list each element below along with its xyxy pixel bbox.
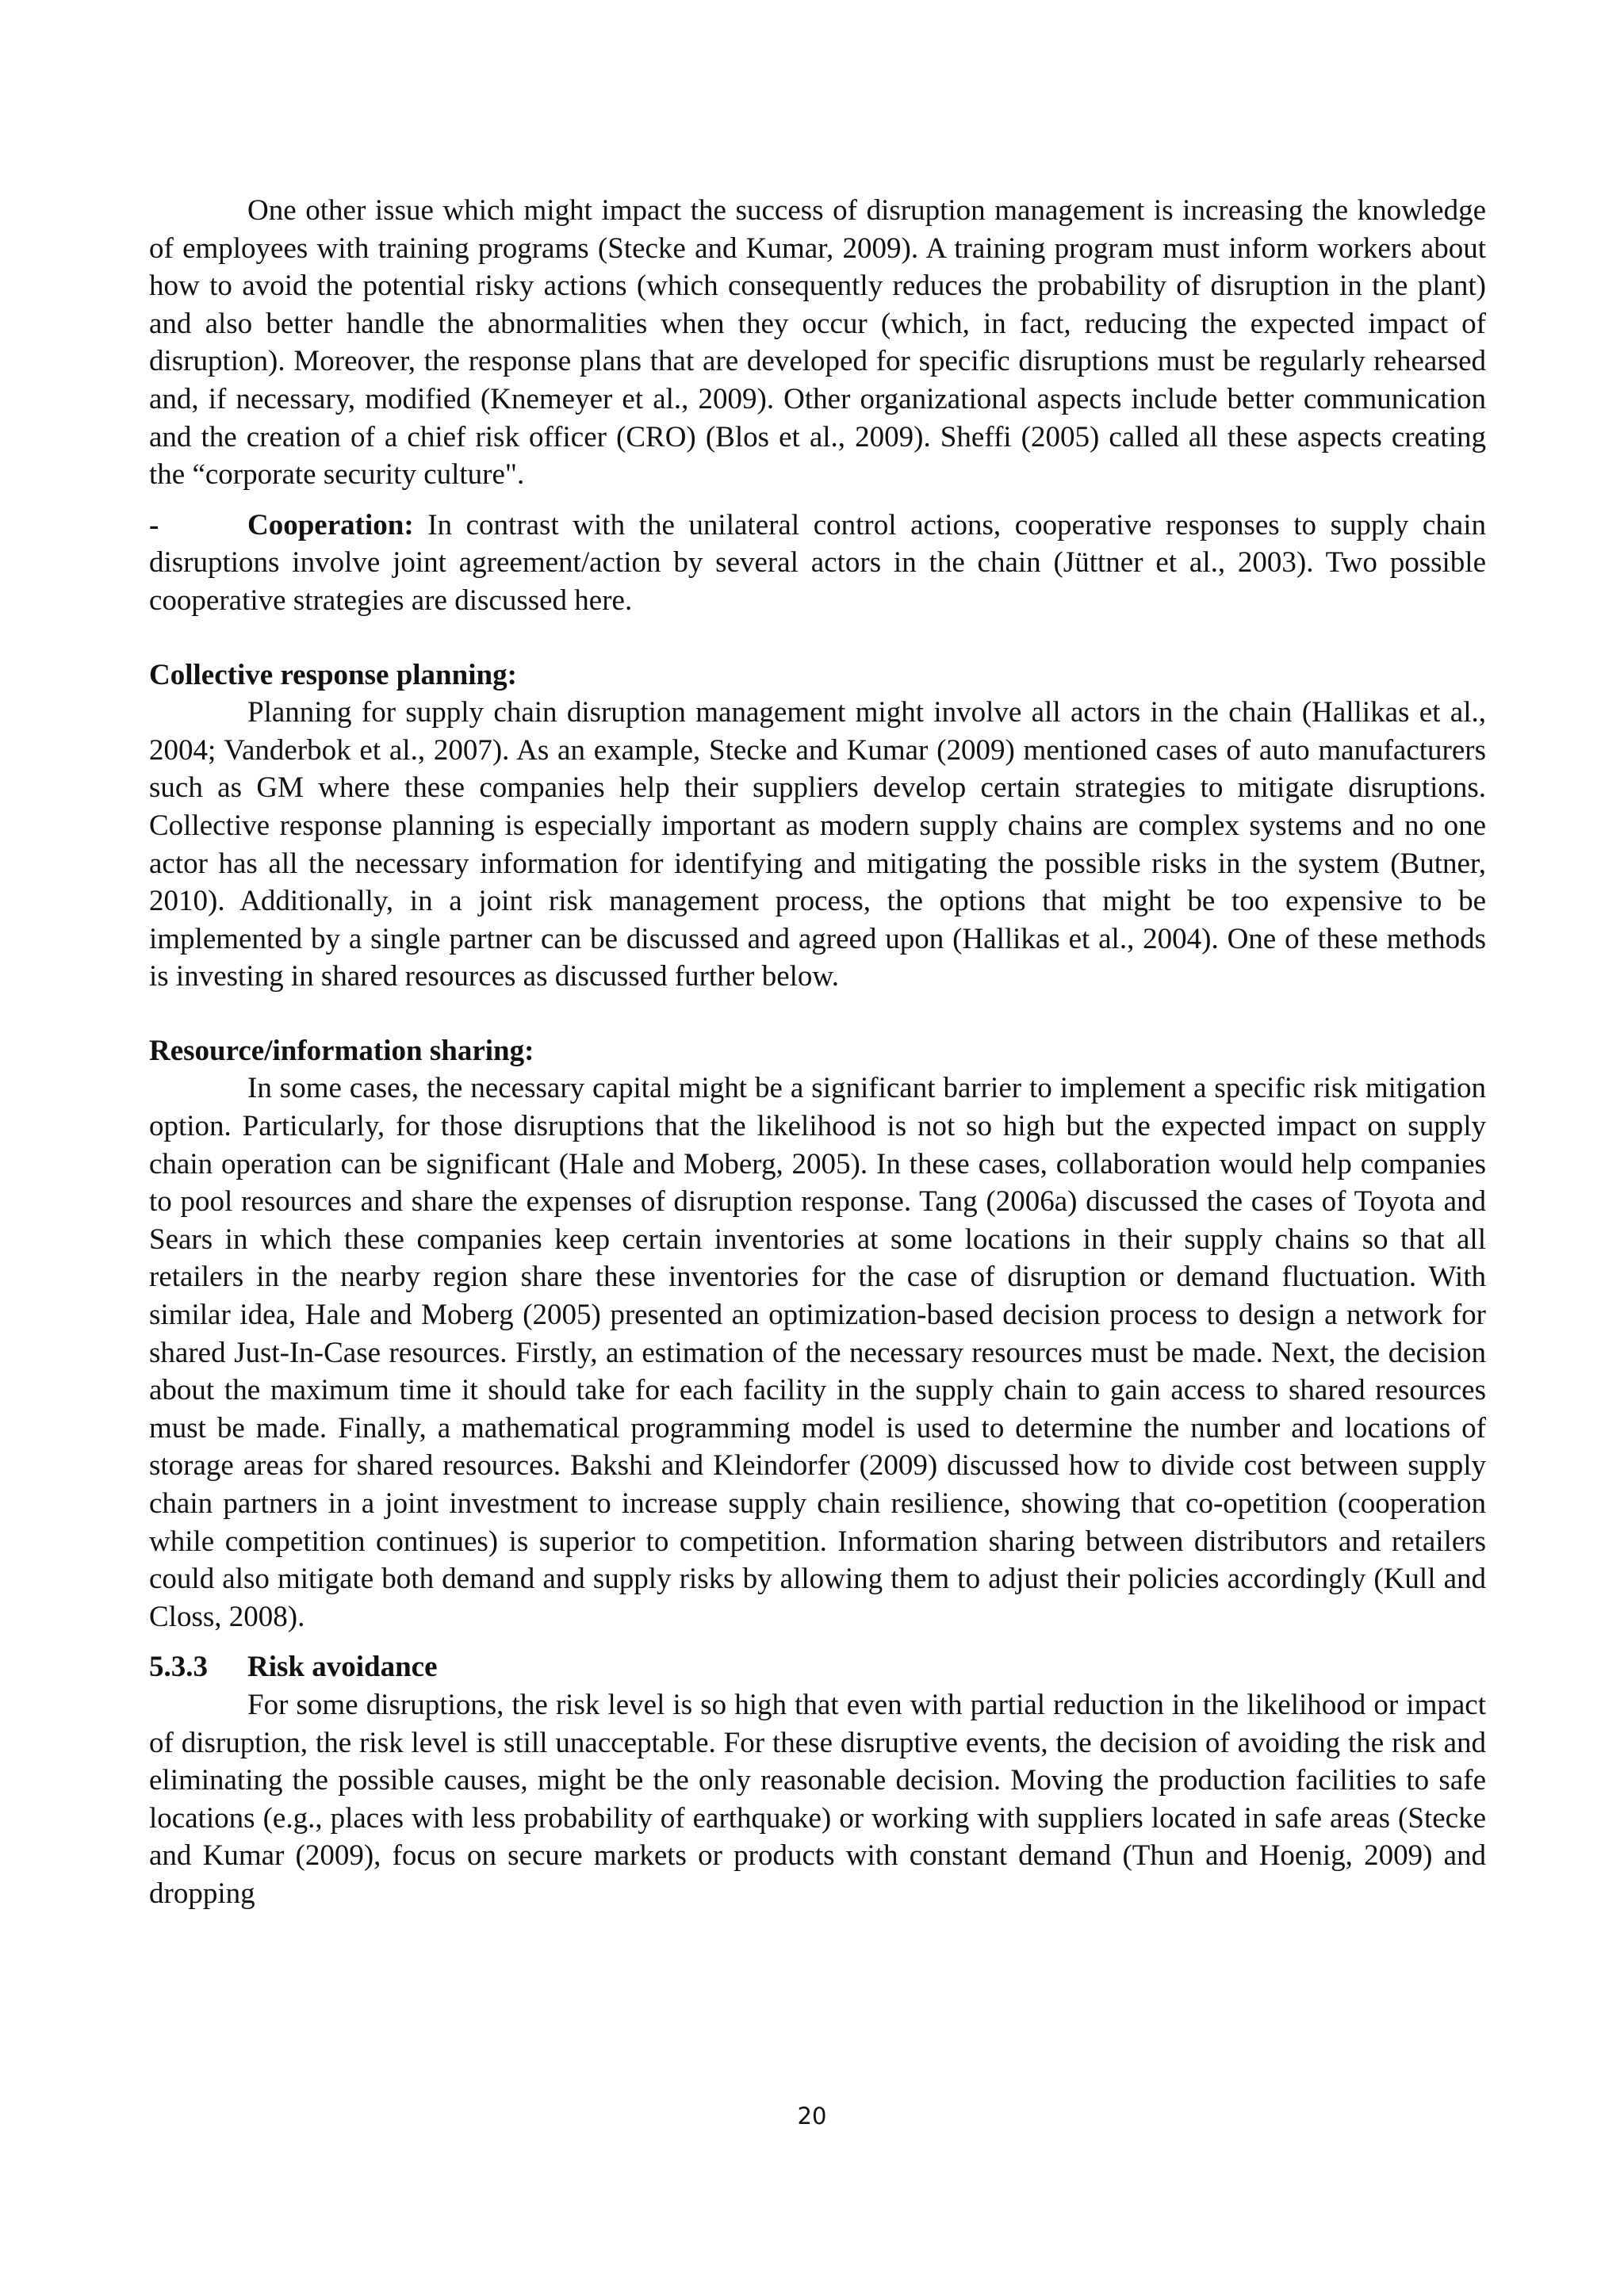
page-body bbox=[149, 192, 1486, 1913]
page-number: 20 bbox=[797, 2103, 827, 2130]
section-heading bbox=[149, 1648, 1486, 1686]
paragraph-training: One other issue which might impact the success of disruption management is increasing the knowledge of employees with training programs (Stecke and Kumar, 2009). A training program must inform workers about how to avoid the potential risky actions (which consequently reduces the probability of disruption in the plant) and also better handle the abnormalities when they occur (which, in fact, reducing the expected impact of disruption). Moreover, the response plans that are developed for specific disruptions must be regularly rehearsed and, if necessary, modified (Knemeyer et al., 2009). Other organizational aspects include better communication and the creation of a chief risk officer (CRO) (Blos et al., 2009). Sheffi (2005) called all these aspects creating the “corporate security culture". bbox=[149, 194, 1486, 492]
spacer bbox=[149, 1636, 1486, 1648]
section-number: 5.3.3 bbox=[149, 1651, 208, 1684]
collective-heading: Collective response planning: bbox=[149, 658, 517, 691]
collective-paragraph: Planning for supply chain disruption management might involve all actors in the chain (Hallikas et al., 2004; Vanderbok et al., 2007). As an example, Stecke and Kumar (2009) mentioned cases of auto manufacturers such as GM where these companies help their suppliers develop certain strategies to mitigate disruptions. Collective response planning is especially important as modern supply chains are complex systems and no one actor has all the necessary information for identifying and mitigating the possible risks in the system (Butner, 2010). Additionally, in a joint risk management process, the options that might be too expensive to be implemented by a single partner can be discussed and agreed upon (Hallikas et al., 2004). One of these methods is investing in shared resources as discussed further below. bbox=[149, 696, 1486, 993]
cooperation-label: Cooperation: bbox=[247, 508, 414, 541]
risk-avoidance-paragraph: For some disruptions, the risk level is so high that even with partial reduction in the likelihood or impact of disruption, the risk level is still unacceptable. For these disruptive events, the decision of avoiding the risk and eliminating the possible causes, might be the only reasonable decision. Moving the production facilities to safe locations (e.g., places with less probability of earthquake) or working with suppliers located in safe areas (Stecke and Kumar (2009), focus on secure markets or products with constant demand (Thun and Hoenig, 2009) and dropping bbox=[149, 1688, 1486, 1910]
section-title: Risk avoidance bbox=[247, 1651, 438, 1684]
bullet-dash: - bbox=[149, 508, 159, 541]
resource-paragraph: In some cases, the necessary capital might be a significant barrier to implement a specific risk mitigation option. Particularly, for those disruptions that the likelihood is not so high but the expected impact on supply chain operation can be significant (Hale and Moberg, 2005). In these cases, collaboration would help companies to pool resources and share the expenses of disruption response. Tang (2006a) discussed the cases of Toyota and Sears in which these companies keep certain inventories at some locations in their supply chains so that all retailers in the nearby region share these inventories for the case of disruption or demand fluctuation. With similar idea, Hale and Moberg (2005) presented an optimization-based decision process to design a network for shared Just-In-Case resources. Firstly, an estimation of the necessary resources must be made. Next, the decision about the maximum time it should take for each facility in the supply chain to gain access to shared resources must be made. Finally, a mathematical programming model is used to determine the number and locations of storage areas for shared resources. Bakshi and Kleindorfer (2009) discussed how to divide cost between supply chain partners in a joint investment to increase supply chain resilience, showing that co-opetition (cooperation while competition continues) is superior to competition. Information sharing between distributors and retailers could also mitigate both demand and supply risks by allowing them to adjust their policies accordingly (Kull and Closs, 2008). bbox=[149, 1072, 1486, 1633]
spacer bbox=[149, 494, 1486, 507]
cooperation-text: In contrast with the unilateral control actions, cooperative responses to supply chain disruptions involve joint agreement/action by several actors in the chain (Jüttner et al., 2003). Two possible cooperative strategies are discussed here. bbox=[149, 508, 1486, 617]
resource-heading: Resource/information sharing: bbox=[149, 1034, 534, 1067]
spacer bbox=[149, 620, 1486, 656]
spacer bbox=[149, 996, 1486, 1032]
cooperation-item bbox=[149, 507, 1486, 620]
